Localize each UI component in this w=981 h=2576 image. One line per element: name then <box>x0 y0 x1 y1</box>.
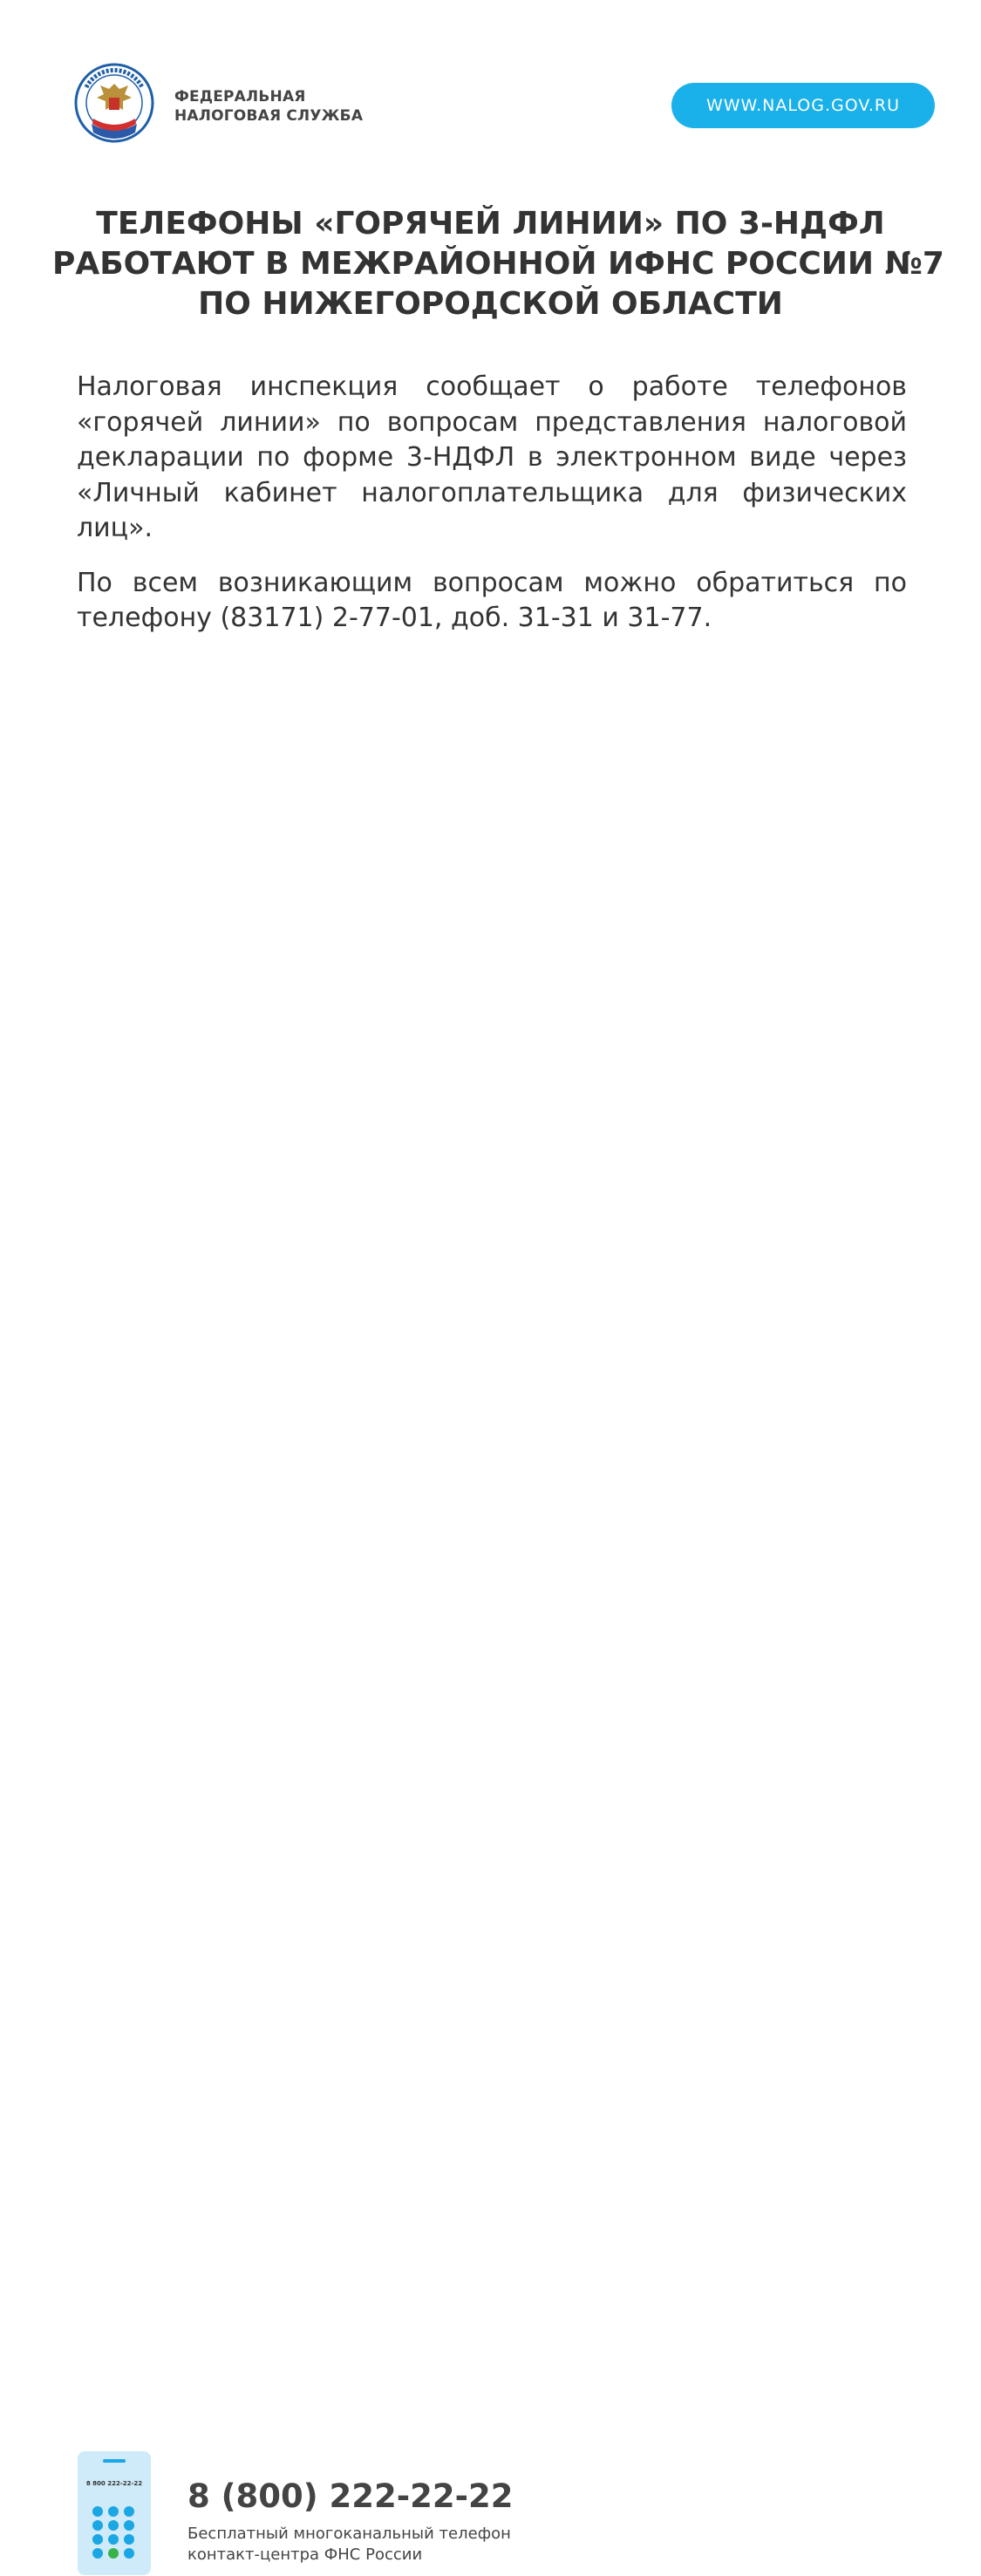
page-title-line3: ПО НИЖЕГОРОДСКОЙ ОБЛАСТИ <box>198 286 783 322</box>
page-header <box>0 0 981 174</box>
hotline-desc-line2: контакт-центра ФНС России <box>187 2545 423 2564</box>
org-name <box>174 87 363 126</box>
phone-keypad-icon <box>77 2450 152 2576</box>
org-name-line1: ФЕДЕРАЛЬНАЯ <box>174 88 306 106</box>
body-content <box>77 370 907 656</box>
hotline-description <box>187 2524 511 2566</box>
website-link[interactable]: WWW.NALOG.GOV.RU <box>671 83 935 128</box>
body-paragraph-2: По всем возникающим вопросам можно обратиться по телефону (83171) 2-77-01, доб. 31-31 и 31-77. <box>77 567 907 633</box>
org-name-line2: НАЛОГОВАЯ СЛУЖБА <box>174 107 364 125</box>
page-title <box>52 204 944 324</box>
fns-emblem-icon <box>74 63 154 145</box>
page-footer <box>0 1221 981 2564</box>
hotline-desc-line1: Бесплатный многоканальный телефон <box>187 2525 511 2543</box>
page-title-line2: РАБОТАЮТ В МЕЖРАЙОННОЙ ИФНС РОССИИ №7 <box>52 246 944 282</box>
hotline-number[interactable]: 8 (800) 222-22-22 <box>187 2477 514 2515</box>
page-title-line1: ТЕЛЕФОНЫ «ГОРЯЧЕЙ ЛИНИИ» ПО 3-НДФЛ <box>96 206 885 242</box>
body-paragraph-1: Налоговая инспекция сообщает о работе телефонов «горячей линии» по вопросам представления налоговой декларации по форме 3-НДФЛ в электронном виде через «Личный кабинет налогоплательщика для физических лиц». <box>77 371 907 543</box>
phone-screen-text: 8 800 222-22-22 <box>85 2480 143 2487</box>
